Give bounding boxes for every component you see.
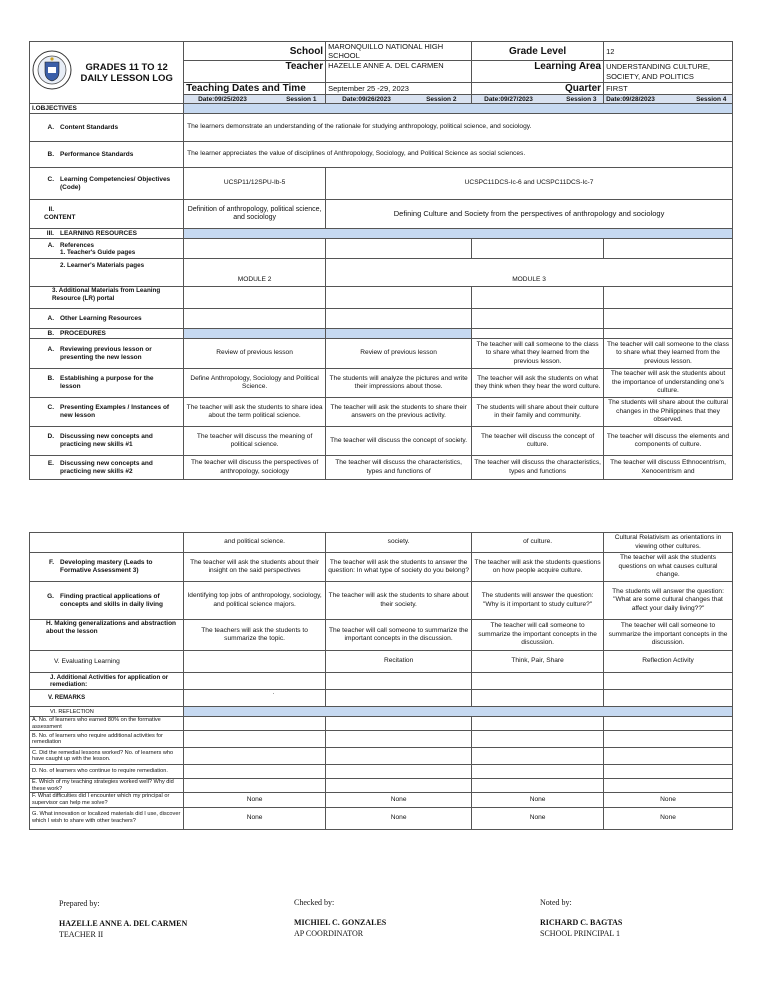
procedure-e-s3: The teacher will discuss the characteristics, types and functions xyxy=(472,456,604,480)
learning-resources-band xyxy=(184,229,733,239)
other-s2 xyxy=(326,309,472,329)
addl-s3 xyxy=(472,673,604,690)
evaluating-learning-label: V. Evaluating Learning xyxy=(30,651,184,673)
procedure-row-e-label: E. Discussing new concepts and practicing new skills #2 xyxy=(30,456,184,480)
other-s1 xyxy=(184,309,326,329)
innovation-s4: None xyxy=(604,807,733,829)
refl-d-s1 xyxy=(184,765,326,779)
procedures-band-s4 xyxy=(604,329,733,339)
procedure-row-f-label: F. Developing mastery (Leads to Formative Assessment 3) xyxy=(30,553,184,582)
reflection-heading: VI. REFLECTION xyxy=(30,707,184,717)
remarks-s4 xyxy=(604,690,733,707)
procedure-b-s3: The teacher will ask the students on what they think when they hear the word culture. xyxy=(472,369,604,398)
prepared-by-name: HAZELLE ANNE A. DEL CARMEN xyxy=(59,919,188,928)
refl-e-s4 xyxy=(604,779,733,793)
procedure-c-s2: The teacher will ask the students to share their answers on the previous activity. xyxy=(326,398,472,427)
header-title-cell xyxy=(30,42,184,104)
difficulties-s4: None xyxy=(604,793,733,807)
procedure-h-s3: The teacher will call someone to summarize the important concepts in the discussion. xyxy=(472,620,604,651)
procedure-f-s2: The teacher will ask the students to answer the question: In what type of society do you belong? xyxy=(326,553,472,582)
procedure-e-s4: The teacher will discuss Ethnocentrism, Xenocentrism and xyxy=(604,456,733,480)
innovation-s3: None xyxy=(472,807,604,829)
procedure-row-b-label: B. Establishing a purpose for the lesson xyxy=(30,369,184,398)
reflection-row-c: C. Did the remedial lessons worked? No. of learners who have caught up with the lesson. xyxy=(30,748,184,765)
remarks-s3 xyxy=(472,690,604,707)
additional-materials-label: 3. Additional Materials from Leaning Resource (LR) portal xyxy=(30,287,184,309)
procedure-row-d-label: D. Discussing new concepts and practicing new skills #1 xyxy=(30,427,184,456)
performance-standards-label: B. Performance Standards xyxy=(30,142,184,168)
procedure-row-h-label: H. Making generalizations and abstraction about the lesson xyxy=(30,620,184,651)
competencies-label: C. Learning Competencies/ Objectives (Code) xyxy=(30,168,184,200)
teacher-value: HAZELLE ANNE A. DEL CARMEN xyxy=(326,61,472,83)
school-label: School xyxy=(184,42,326,61)
procedure-a-s4: The teacher will call someone to the class to share what they learned from the previous lesson. xyxy=(604,339,733,369)
content-value-s2-4: Defining Culture and Society from the perspectives of anthropology and sociology xyxy=(326,200,733,229)
ref-s3 xyxy=(472,239,604,259)
noted-by-label: Noted by: xyxy=(540,898,572,907)
procedure-c-s1: The teacher will ask the students to share idea about the term political science. xyxy=(184,398,326,427)
procedures-band-s2 xyxy=(326,329,472,339)
lm-value-s2-4: MODULE 3 xyxy=(326,259,733,287)
procedure-h-s4: The teacher will call someone to summarize the important concepts in the discussion. xyxy=(604,620,733,651)
grade-level-label: Grade Level xyxy=(472,42,604,61)
difficulties-s1: None xyxy=(184,793,326,807)
learning-area-label: Learning Area xyxy=(472,61,604,83)
content-standards-value: The learners demonstrate an understanding of the rationale for studying anthropology, political science, and sociology. xyxy=(184,114,733,142)
lr-s1 xyxy=(184,287,326,309)
school-value: MARONQUILLO NATIONAL HIGH SCHOOL xyxy=(326,42,472,61)
procedure-d-s3: The teacher will discuss the concept of culture. xyxy=(472,427,604,456)
continued-label xyxy=(30,533,184,553)
procedures-band-s3 xyxy=(472,329,604,339)
session-1-header: Date:09/25/2023 Session 1 xyxy=(184,95,326,104)
other-s4 xyxy=(604,309,733,329)
prepared-by-label: Prepared by: xyxy=(59,899,100,908)
refl-a-s4 xyxy=(604,717,733,731)
lr-s2 xyxy=(326,287,472,309)
procedure-row-c-label: C. Presenting Examples / Instances of new lesson xyxy=(30,398,184,427)
procedure-b-s4: The teacher will ask the students about the importance of understanding one's culture. xyxy=(604,369,733,398)
session-3-header: Date:09/27/2023 Session 3 xyxy=(472,95,604,104)
deped-seal-icon xyxy=(32,50,72,95)
refl-d-s4 xyxy=(604,765,733,779)
quarter-value: FIRST xyxy=(604,83,733,95)
objectives-heading: I.OBJECTIVES xyxy=(30,104,184,114)
reflection-row-b: B. No. of learners who require additional activities for remediation xyxy=(30,731,184,748)
reflection-band xyxy=(184,707,733,717)
procedure-g-s2: The teacher will ask the students to share about their society. xyxy=(326,582,472,620)
refl-e-s1 xyxy=(184,779,326,793)
content-label: II.CONTENT xyxy=(30,200,184,229)
competencies-value-s2-4: UCSPC11DCS-Ic-6 and UCSPC11DCS-Ic-7 xyxy=(326,168,733,200)
teacher-label: Teacher xyxy=(184,61,326,83)
difficulties-s2: None xyxy=(326,793,472,807)
performance-standards-value: The learner appreciates the value of disciplines of Anthropology, Sociology, and Political Science as social sciences. xyxy=(184,142,733,168)
refl-c-s2 xyxy=(326,748,472,765)
checked-by-name: MICHIEL C. GONZALES xyxy=(294,918,387,927)
procedure-g-s4: The students will answer the question: "What are some cultural changes that affect your daily living??" xyxy=(604,582,733,620)
header-title-line2: DAILY LESSON LOG xyxy=(80,72,173,84)
ref-s2 xyxy=(326,239,472,259)
content-value-s1: Definition of anthropology, political science, and sociology xyxy=(184,200,326,229)
continued-s3: of culture. xyxy=(472,533,604,553)
ref-s4 xyxy=(604,239,733,259)
reflection-row-f: F. What difficulties did I encounter which my principal or supervisor can help me solve? xyxy=(30,793,184,807)
procedure-d-s1: The teacher will discuss the meaning of political science. xyxy=(184,427,326,456)
addl-s2 xyxy=(326,673,472,690)
refl-b-s2 xyxy=(326,731,472,748)
procedure-f-s1: The teacher will ask the students about their insight on the said perspectives xyxy=(184,553,326,582)
procedure-g-s3: The students will answer the question: "Why is it important to study culture?" xyxy=(472,582,604,620)
procedure-b-s2: The students will analyze the pictures and write their impressions about those. xyxy=(326,369,472,398)
eval-s1 xyxy=(184,651,326,673)
session-2-header: Date:09/26/2023 Session 2 xyxy=(326,95,472,104)
competencies-value-s1: UCSP11/12SPU-Ib-5 xyxy=(184,168,326,200)
procedure-c-s4: The students will share about the cultural changes in the Philippines that they observed. xyxy=(604,398,733,427)
procedure-d-s4: The teacher will discuss the elements and components of culture. xyxy=(604,427,733,456)
continued-s4: Cultural Relativism as orientations in viewing other cultures. xyxy=(604,533,733,553)
procedures-heading: B. PROCEDURES xyxy=(30,329,184,339)
reflection-row-g: G. What innovation or localized materials did I use, discover which I wish to share with other teachers? xyxy=(30,807,184,829)
learning-area-value: UNDERSTANDING CULTURE, SOCIETY, AND POLITICS xyxy=(604,61,733,83)
procedure-b-s1: Define Anthropology, Sociology and Political Science. xyxy=(184,369,326,398)
remarks-s1: · xyxy=(184,690,326,707)
content-standards-label: A. Content Standards xyxy=(30,114,184,142)
remarks-label: V. REMARKS xyxy=(30,690,184,707)
refl-d-s3 xyxy=(472,765,604,779)
reflection-row-a: A. No. of learners who earned 80% on the formative assessment xyxy=(30,717,184,731)
refl-b-s3 xyxy=(472,731,604,748)
teaching-dates-value: September 25 -29, 2023 xyxy=(326,83,472,95)
procedure-h-s1: The teachers will ask the students to summarize the topic. xyxy=(184,620,326,651)
refl-c-s4 xyxy=(604,748,733,765)
eval-s4: Reflection Activity xyxy=(604,651,733,673)
refl-a-s3 xyxy=(472,717,604,731)
checked-by-block xyxy=(294,897,386,939)
noted-by-role: SCHOOL PRINCIPAL 1 xyxy=(540,929,621,938)
addl-s1 xyxy=(184,673,326,690)
references-label: A. References 1. Teacher's Guide pages xyxy=(30,239,184,259)
procedure-e-s2: The teacher will discuss the characteristics, types and functions of xyxy=(326,456,472,480)
other-resources-label: A. Other Learning Resources xyxy=(30,309,184,329)
learners-materials-label: 2. Learner's Materials pages xyxy=(30,259,184,287)
lm-value-s1: MODULE 2 xyxy=(184,259,326,287)
refl-d-s2 xyxy=(326,765,472,779)
eval-s2: Recitation xyxy=(326,651,472,673)
refl-a-s2 xyxy=(326,717,472,731)
innovation-s2: None xyxy=(326,807,472,829)
addl-s4 xyxy=(604,673,733,690)
procedure-f-s4: The teacher will ask the students questions on what causes cultural change. xyxy=(604,553,733,582)
daily-lesson-log-table-page1 xyxy=(29,41,733,480)
refl-e-s3 xyxy=(472,779,604,793)
refl-b-s1 xyxy=(184,731,326,748)
quarter-label: Quarter xyxy=(472,83,604,95)
lr-s4 xyxy=(604,287,733,309)
procedure-g-s1: Identifying top jobs of anthropology, sociology, and political science majors. xyxy=(184,582,326,620)
learning-resources-heading: III. LEARNING RESOURCES xyxy=(30,229,184,239)
noted-by-block xyxy=(540,897,622,939)
other-s3 xyxy=(472,309,604,329)
ref-s1 xyxy=(184,239,326,259)
procedure-a-s3: The teacher will call someone to the class to share what they learned from the previous lesson. xyxy=(472,339,604,369)
checked-by-label: Checked by: xyxy=(294,898,335,907)
header-title-line1: GRADES 11 TO 12 xyxy=(85,61,168,73)
procedure-c-s3: The students will share about their culture in their family and community. xyxy=(472,398,604,427)
session-4-header: Date:09/28/2023 Session 4 xyxy=(604,95,733,104)
reflection-row-e: E. Which of my teaching strategies worked well? Why did these work? xyxy=(30,779,184,793)
prepared-by-block xyxy=(59,898,187,940)
reflection-row-d: D. No. of learners who continue to require remediation. xyxy=(30,765,184,779)
grade-level-value: 12 xyxy=(604,42,733,61)
procedure-a-s1: Review of previous lesson xyxy=(184,339,326,369)
teaching-dates-label: Teaching Dates and Time xyxy=(184,83,326,95)
procedures-band-s1 xyxy=(184,329,326,339)
daily-lesson-log-table-page2 xyxy=(29,532,733,830)
procedure-a-s2: Review of previous lesson xyxy=(326,339,472,369)
refl-e-s2 xyxy=(326,779,472,793)
refl-b-s4 xyxy=(604,731,733,748)
objectives-band xyxy=(184,104,733,114)
procedure-row-g-label: G. Finding practical applications of concepts and skills in daily living xyxy=(30,582,184,620)
noted-by-name: RICHARD C. BAGTAS xyxy=(540,918,623,927)
refl-c-s3 xyxy=(472,748,604,765)
remarks-s2 xyxy=(326,690,472,707)
innovation-s1: None xyxy=(184,807,326,829)
procedure-d-s2: The teacher will discuss the concept of society. xyxy=(326,427,472,456)
procedure-e-s1: The teacher will discuss the perspectives of anthropology, sociology xyxy=(184,456,326,480)
continued-s1: and political science. xyxy=(184,533,326,553)
difficulties-s3: None xyxy=(472,793,604,807)
refl-c-s1 xyxy=(184,748,326,765)
checked-by-role: AP COORDINATOR xyxy=(294,929,364,938)
procedure-h-s2: The teacher will call someone to summarize the important concepts in the discussion. xyxy=(326,620,472,651)
procedure-row-a-label: A. Reviewing previous lesson or presenting the new lesson xyxy=(30,339,184,369)
continued-s2: society. xyxy=(326,533,472,553)
eval-s3: Think, Pair, Share xyxy=(472,651,604,673)
prepared-by-role: TEACHER II xyxy=(59,930,104,939)
procedure-f-s3: The teacher will ask the students questions on how people acquire culture. xyxy=(472,553,604,582)
lr-s3 xyxy=(472,287,604,309)
additional-activities-label: J. Additional Activities for application or remediation: xyxy=(30,673,184,690)
refl-a-s1 xyxy=(184,717,326,731)
